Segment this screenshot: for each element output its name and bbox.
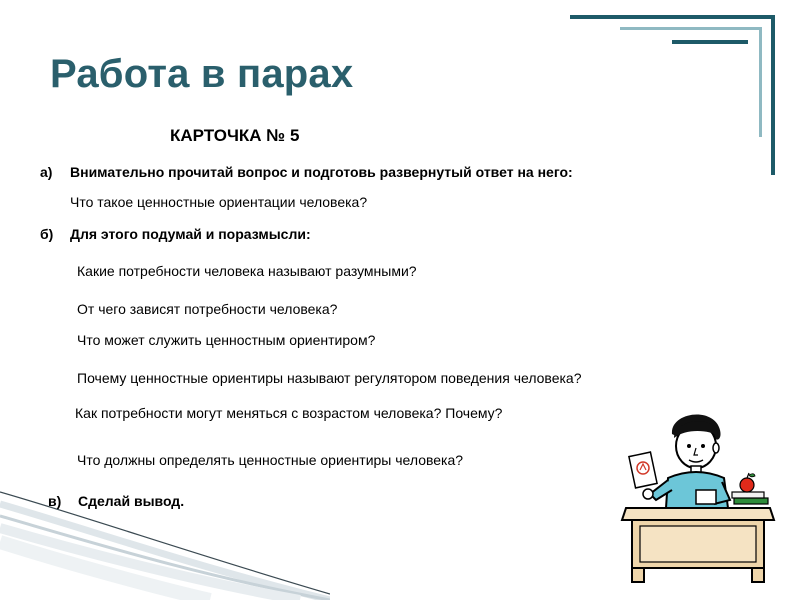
section-b-marker: б) [40, 226, 54, 242]
frame-line-top [570, 15, 775, 19]
frame-line-inner-right [759, 27, 762, 137]
question-item: От чего зависят потребности человека? [77, 301, 338, 317]
question-item: Что должны определять ценностные ориентиры человека? [77, 452, 464, 468]
question-item: Что может служить ценностным ориентиром? [77, 332, 376, 348]
frame-line-short [672, 40, 748, 44]
question-item: Какие потребности человека называют разумными? [77, 263, 417, 279]
frame-line-inner-top [620, 27, 762, 30]
student-at-desk-icon [610, 408, 782, 584]
page-title: Работа в парах [50, 52, 354, 96]
card-label: КАРТОЧКА № 5 [170, 126, 300, 145]
section-a-instruction: Внимательно прочитай вопрос и подготовь развернутый ответ на него: [70, 164, 573, 180]
question-item: Как потребности могут меняться с возрастом человека? Почему? [75, 405, 503, 421]
section-b-instruction: Для этого подумай и поразмысли: [70, 226, 311, 242]
section-c-instruction: Сделай вывод. [78, 493, 185, 509]
section-a-marker: а) [40, 164, 53, 180]
section-a-question: Что такое ценностные ориентации человека? [70, 194, 368, 210]
question-item: Почему ценностные ориентиры называют регулятором поведения человека? [77, 370, 582, 386]
frame-line-right [771, 15, 775, 175]
section-c-marker: в) [48, 493, 62, 509]
